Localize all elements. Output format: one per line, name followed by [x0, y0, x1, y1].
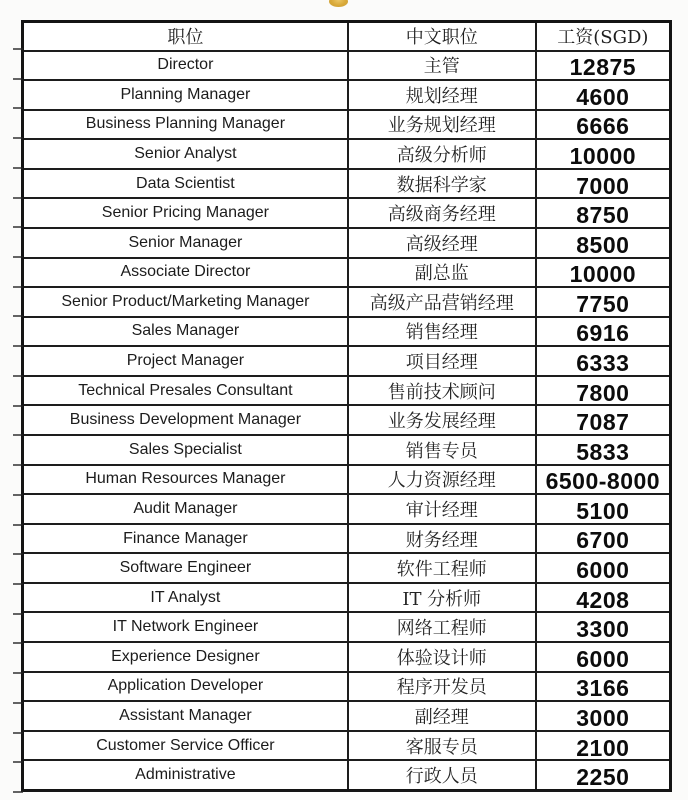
cell-position: Director — [23, 51, 348, 81]
cell-position: Sales Specialist — [23, 435, 348, 465]
salary-table — [21, 20, 672, 792]
cell-position: Sales Manager — [23, 317, 348, 347]
cell-salary: 6000 — [536, 642, 671, 672]
table-row — [23, 760, 671, 790]
cell-position-cn: 审计经理 — [348, 494, 536, 524]
cell-position: Experience Designer — [23, 642, 348, 672]
cell-position-cn: 财务经理 — [348, 524, 536, 554]
salary-table-grid — [21, 20, 672, 792]
cell-position-cn: 售前技术顾问 — [348, 376, 536, 406]
table-row — [23, 583, 671, 613]
scan-tick-mark — [13, 197, 23, 199]
table-row — [23, 287, 671, 317]
cell-salary: 6916 — [536, 317, 671, 347]
scan-tick-mark — [13, 524, 23, 526]
cell-position: Project Manager — [23, 346, 348, 376]
cell-position-cn: 业务规划经理 — [348, 110, 536, 140]
scan-tick-mark — [13, 137, 23, 139]
scan-tick-mark — [13, 256, 23, 258]
cell-salary: 7750 — [536, 287, 671, 317]
header-salary: 工资(SGD) — [536, 22, 671, 51]
cell-position: IT Analyst — [23, 583, 348, 613]
cell-position-cn: 高级分析师 — [348, 139, 536, 169]
cell-position-cn: 销售经理 — [348, 317, 536, 347]
cell-salary: 7000 — [536, 169, 671, 199]
scan-tick-mark — [13, 315, 23, 317]
table-row — [23, 465, 671, 495]
partial-gold-dot-icon — [329, 0, 348, 7]
table-row — [23, 198, 671, 228]
cell-position-cn: 程序开发员 — [348, 672, 536, 702]
cell-salary: 4208 — [536, 583, 671, 613]
cell-salary: 5833 — [536, 435, 671, 465]
scan-tick-mark — [13, 702, 23, 704]
cell-position-cn: 网络工程师 — [348, 612, 536, 642]
scan-tick-mark — [13, 375, 23, 377]
cell-salary: 6700 — [536, 524, 671, 554]
cell-position: Senior Analyst — [23, 139, 348, 169]
header-position-cn: 中文职位 — [348, 22, 536, 51]
table-row — [23, 169, 671, 199]
table-row — [23, 51, 671, 81]
scan-tick-mark — [13, 613, 23, 615]
cell-position: Finance Manager — [23, 524, 348, 554]
scan-tick-mark — [13, 732, 23, 734]
cell-salary: 10000 — [536, 139, 671, 169]
table-row — [23, 672, 671, 702]
scan-tick-mark — [13, 405, 23, 407]
table-row — [23, 110, 671, 140]
cell-position-cn: IT 分析师 — [348, 583, 536, 613]
header-position: 职位 — [23, 22, 348, 51]
cell-position: Technical Presales Consultant — [23, 376, 348, 406]
cell-salary: 6500-8000 — [536, 465, 671, 495]
table-row — [23, 376, 671, 406]
scan-tick-mark — [13, 434, 23, 436]
table-row — [23, 731, 671, 761]
scan-tick-mark — [13, 791, 23, 793]
scan-tick-mark — [13, 494, 23, 496]
scan-tick-mark — [13, 286, 23, 288]
cell-position: Customer Service Officer — [23, 731, 348, 761]
scan-tick-mark — [13, 78, 23, 80]
table-row — [23, 317, 671, 347]
table-row — [23, 258, 671, 288]
cell-salary: 6666 — [536, 110, 671, 140]
scan-tick-mark — [13, 107, 23, 109]
cell-position-cn: 行政人员 — [348, 760, 536, 790]
cell-position-cn: 高级产品营销经理 — [348, 287, 536, 317]
cell-salary: 4600 — [536, 80, 671, 110]
cell-position: Software Engineer — [23, 553, 348, 583]
cell-position: Business Planning Manager — [23, 110, 348, 140]
cell-position-cn: 规划经理 — [348, 80, 536, 110]
cell-position-cn: 项目经理 — [348, 346, 536, 376]
cell-position-cn: 体验设计师 — [348, 642, 536, 672]
table-row — [23, 642, 671, 672]
cell-position: Associate Director — [23, 258, 348, 288]
cell-position: Planning Manager — [23, 80, 348, 110]
cell-position-cn: 人力资源经理 — [348, 465, 536, 495]
cell-position-cn: 副经理 — [348, 701, 536, 731]
cell-position: Administrative — [23, 760, 348, 790]
cell-position-cn: 高级经理 — [348, 228, 536, 258]
cell-salary: 2250 — [536, 760, 671, 790]
header-row — [23, 22, 671, 51]
scan-tick-mark — [13, 226, 23, 228]
cell-position-cn: 客服专员 — [348, 731, 536, 761]
cell-salary: 3000 — [536, 701, 671, 731]
cell-position: Application Developer — [23, 672, 348, 702]
cell-position: Audit Manager — [23, 494, 348, 524]
cell-salary: 2100 — [536, 731, 671, 761]
cell-salary: 8750 — [536, 198, 671, 228]
table-row — [23, 228, 671, 258]
cell-position: Data Scientist — [23, 169, 348, 199]
cell-position-cn: 业务发展经理 — [348, 405, 536, 435]
cell-salary: 6333 — [536, 346, 671, 376]
table-row — [23, 701, 671, 731]
cell-salary: 12875 — [536, 51, 671, 81]
table-row — [23, 612, 671, 642]
scan-tick-mark — [13, 672, 23, 674]
cell-position: Assistant Manager — [23, 701, 348, 731]
table-row — [23, 435, 671, 465]
table-row — [23, 494, 671, 524]
scan-tick-mark — [13, 642, 23, 644]
table-row — [23, 405, 671, 435]
cell-salary: 7087 — [536, 405, 671, 435]
cell-position: Senior Product/Marketing Manager — [23, 287, 348, 317]
cell-position-cn: 主管 — [348, 51, 536, 81]
cell-position-cn: 高级商务经理 — [348, 198, 536, 228]
cell-salary: 3166 — [536, 672, 671, 702]
table-row — [23, 80, 671, 110]
cell-position-cn: 副总监 — [348, 258, 536, 288]
cell-position: Senior Manager — [23, 228, 348, 258]
cell-position-cn: 软件工程师 — [348, 553, 536, 583]
table-row — [23, 524, 671, 554]
table-row — [23, 346, 671, 376]
cell-position: Human Resources Manager — [23, 465, 348, 495]
scan-tick-mark — [13, 583, 23, 585]
scan-tick-mark — [13, 167, 23, 169]
scan-tick-mark — [13, 464, 23, 466]
cell-salary: 10000 — [536, 258, 671, 288]
cell-position: IT Network Engineer — [23, 612, 348, 642]
cell-position: Business Development Manager — [23, 405, 348, 435]
scan-tick-mark — [13, 761, 23, 763]
cell-position-cn: 数据科学家 — [348, 169, 536, 199]
cell-position: Senior Pricing Manager — [23, 198, 348, 228]
table-body — [23, 51, 671, 791]
table-row — [23, 139, 671, 169]
scan-tick-mark — [13, 553, 23, 555]
cell-salary: 3300 — [536, 612, 671, 642]
scan-tick-mark — [13, 48, 23, 50]
cell-salary: 6000 — [536, 553, 671, 583]
cell-position-cn: 销售专员 — [348, 435, 536, 465]
table-row — [23, 553, 671, 583]
scan-tick-mark — [13, 345, 23, 347]
cell-salary: 5100 — [536, 494, 671, 524]
cell-salary: 7800 — [536, 376, 671, 406]
cell-salary: 8500 — [536, 228, 671, 258]
